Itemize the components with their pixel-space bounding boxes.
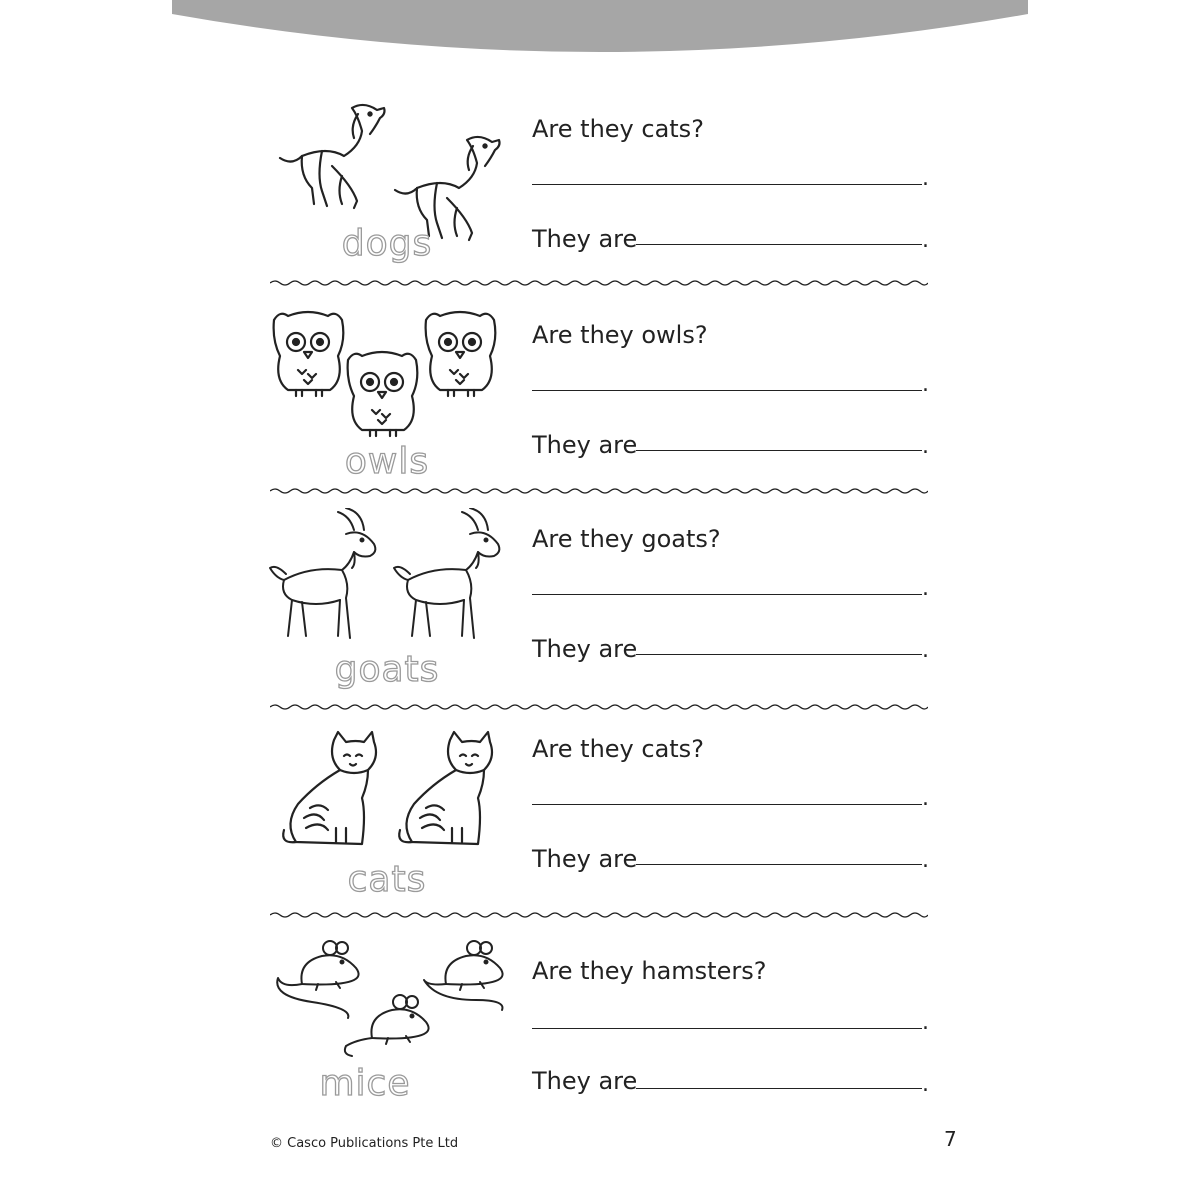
answer-line[interactable]: [532, 594, 922, 595]
traceable-word: cats: [347, 859, 427, 900]
period: .: [922, 1010, 929, 1035]
header-arc: [172, 0, 1028, 58]
answer-line[interactable]: [532, 804, 922, 805]
question-text: Are they goats?: [532, 525, 721, 553]
answer-line[interactable]: [532, 1028, 922, 1029]
wavy-divider: [270, 486, 928, 496]
answer-line[interactable]: [636, 1088, 922, 1089]
traceable-word: goats: [334, 649, 440, 690]
answer-line[interactable]: [636, 864, 922, 865]
question-text: Are they hamsters?: [532, 957, 767, 985]
period: .: [922, 166, 929, 191]
answer-prefix: They are: [532, 1067, 638, 1095]
goats-illustration: [262, 508, 512, 658]
period: .: [922, 786, 929, 811]
wavy-divider: [270, 278, 928, 288]
wavy-divider: [270, 910, 928, 920]
cats-illustration: [262, 718, 512, 868]
traceable-word: owls: [344, 441, 430, 482]
period: .: [922, 1072, 929, 1097]
answer-prefix: They are: [532, 845, 638, 873]
answer-prefix: They are: [532, 635, 638, 663]
period: .: [922, 848, 929, 873]
page-number: 7: [944, 1127, 957, 1151]
traceable-word: mice: [319, 1063, 411, 1104]
answer-line[interactable]: [636, 654, 922, 655]
copyright-notice: © Casco Publications Pte Ltd: [270, 1136, 459, 1151]
answer-line[interactable]: [532, 184, 922, 185]
wavy-divider: [270, 702, 928, 712]
question-text: Are they cats?: [532, 115, 704, 143]
answer-prefix: They are: [532, 431, 638, 459]
question-text: Are they cats?: [532, 735, 704, 763]
period: .: [922, 372, 929, 397]
period: .: [922, 576, 929, 601]
period: .: [922, 228, 929, 253]
answer-line[interactable]: [636, 244, 922, 245]
answer-line[interactable]: [532, 390, 922, 391]
answer-line[interactable]: [636, 450, 922, 451]
period: .: [922, 638, 929, 663]
owls-illustration: [262, 304, 512, 454]
period: .: [922, 434, 929, 459]
traceable-word: dogs: [341, 223, 433, 264]
question-text: Are they owls?: [532, 321, 708, 349]
answer-prefix: They are: [532, 225, 638, 253]
